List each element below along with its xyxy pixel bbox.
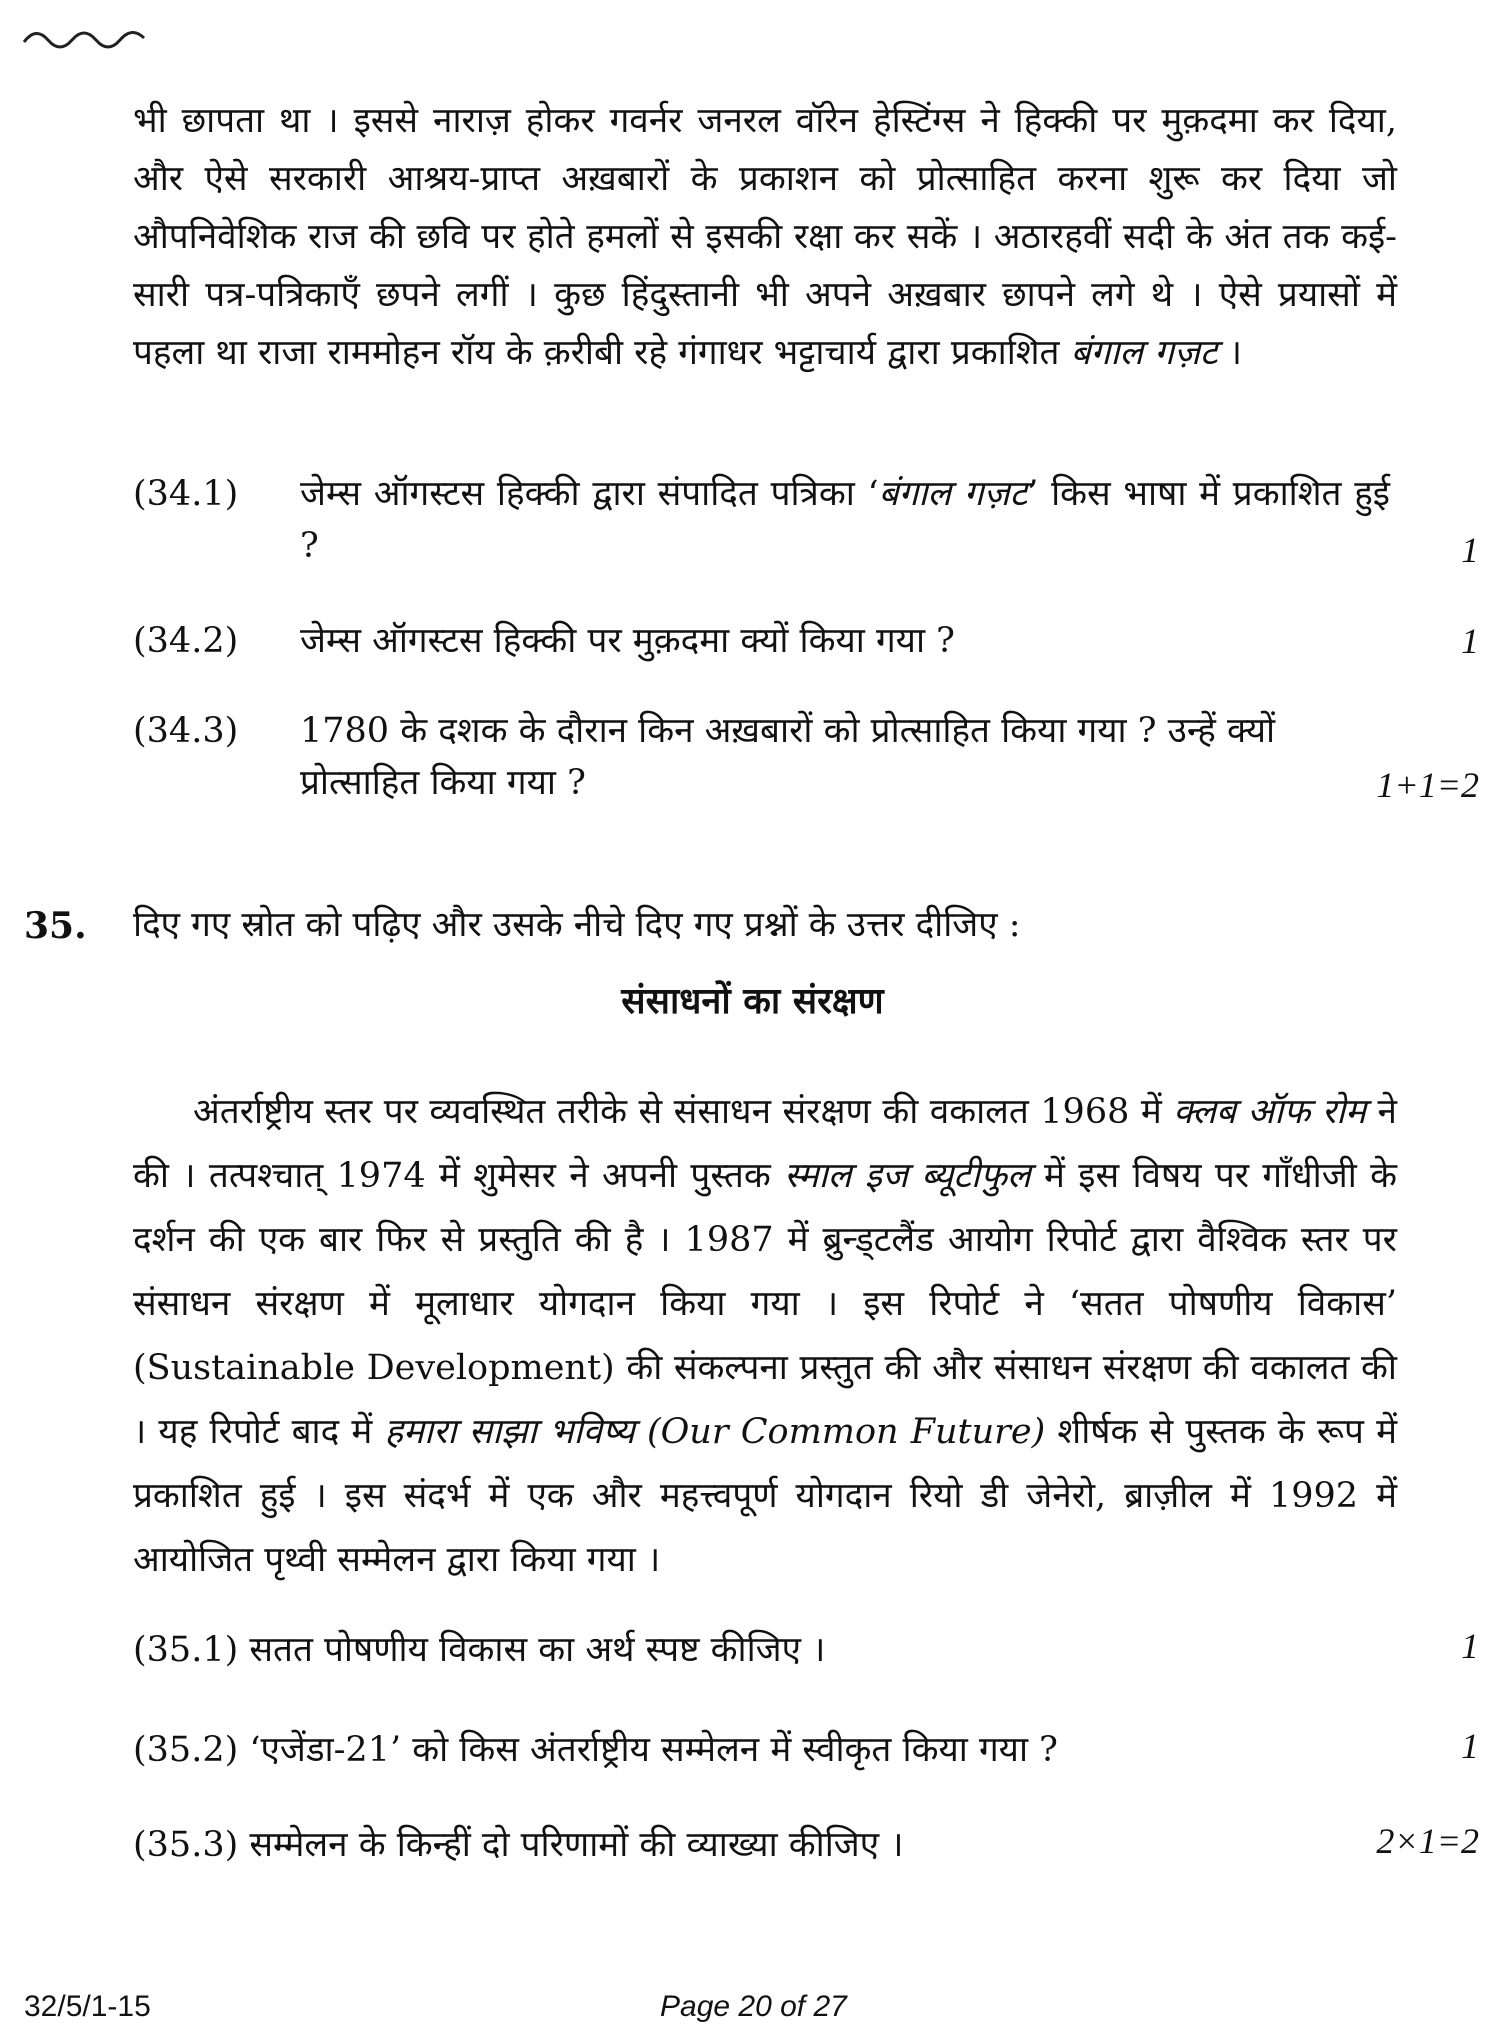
question-number: 35. — [24, 905, 87, 947]
question-35-1: (35.1) सतत पोषणीय विकास का अर्थ स्पष्ट कीजिए । — [133, 1630, 826, 1670]
squiggle-mark — [22, 22, 162, 52]
question-34-1 — [0, 468, 1505, 578]
paper-code: 32/5/1-15 — [24, 1990, 151, 2023]
question-marks: 1 — [1461, 1626, 1479, 1666]
question-34-2 — [0, 615, 1505, 670]
question-marks: 2×1=2 — [1376, 1821, 1479, 1861]
question-marks: 1 — [1461, 621, 1479, 661]
question-34-3 — [0, 705, 1505, 815]
question-number: (34.2) — [133, 621, 239, 661]
question-marks: 1 — [1461, 1726, 1479, 1766]
question-35-3: (35.3) सम्मेलन के किन्हीं दो परिणामों की व्याख्या कीजिए । — [133, 1825, 904, 1865]
intro-paragraph: भी छापता था । इससे नाराज़ होकर गवर्नर जनरल वॉरेन हेस्टिंग्स ने हिक्की पर मुक़दमा कर दिया, और ऐसे सरकारी आश्रय-प्राप्त अख़बारों के प्रकाशन को प्रोत्साहित करना शुरू कर दिया जो औपनिवेशिक राज की छवि पर होते हमलों से इसकी रक्षा कर सकें । अठारहवीं सदी के अंत तक कई-सारी पत्र-पत्रिकाएँ छपने लगीं । कुछ हिंदुस्तानी भी अपने अख़बार छापने लगे थे । ऐसे प्रयासों में पहला था राजा राममोहन रॉय के क़रीबी रहे गंगाधर भट्टाचार्य द्वारा प्रकाशित बंगाल गज़ट । — [133, 101, 1397, 373]
question-text: 1780 के दशक के दौरान किन अख़बारों को प्रोत्साहित किया गया ? उन्हें क्यों प्रोत्साहित किया गया ? — [300, 711, 1276, 803]
question-text: जेम्स ऑगस्टस हिक्की पर मुक़दमा क्यों किया गया ? — [300, 621, 955, 661]
question-marks: 1 — [1461, 530, 1479, 570]
question-instruction: दिए गए स्रोत को पढ़िए और उसके नीचे दिए गए प्रश्नों के उत्तर दीजिए : — [133, 905, 1021, 945]
source-title: संसाधनों का संरक्षण — [621, 980, 884, 1022]
source-passage: अंतर्राष्ट्रीय स्तर पर व्यवस्थित तरीके से संसाधन संरक्षण की वकालत 1968 में क्लब ऑफ रोम ने की । तत्पश्चात् 1974 में शुमेसर ने अपनी पुस्तक स्माल इज ब्यूटीफुल में इस विषय पर गाँधीजी के दर्शन की एक बार फिर से प्रस्तुति की है । 1987 में ब्रुन्ड्टलैंड आयोग रिपोर्ट द्वारा वैश्विक स्तर पर संसाधन संरक्षण में मूलाधार योगदान किया गया । इस रिपोर्ट ने ‘सतत पोषणीय विकास’ (Sustainable Development) की संकल्पना प्रस्तुत की और संसाधन संरक्षण की वकालत की । यह रिपोर्ट बाद में हमारा साझा भविष्य (Our Common Future) शीर्षक से पुस्तक के रूप में प्रकाशित हुई । इस संदर्भ में एक और महत्त्वपूर्ण योगदान रियो डी जेनेरो, ब्राज़ील में 1992 में आयोजित पृथ्वी सम्मेलन द्वारा किया गया । — [133, 1092, 1397, 1580]
question-35-2: (35.2) ‘एजेंडा-21’ को किस अंतर्राष्ट्रीय सम्मेलन में स्वीकृत किया गया ? — [133, 1730, 1058, 1770]
question-number: (34.3) — [133, 711, 239, 751]
question-number: (34.1) — [133, 474, 239, 514]
question-text: जेम्स ऑगस्टस हिक्की द्वारा संपादित पत्रिका ‘बंगाल गज़ट’ किस भाषा में प्रकाशित हुई ? — [300, 474, 1390, 566]
page-number: Page 20 of 27 — [660, 1990, 847, 2023]
question-marks: 1+1=2 — [1376, 765, 1479, 805]
